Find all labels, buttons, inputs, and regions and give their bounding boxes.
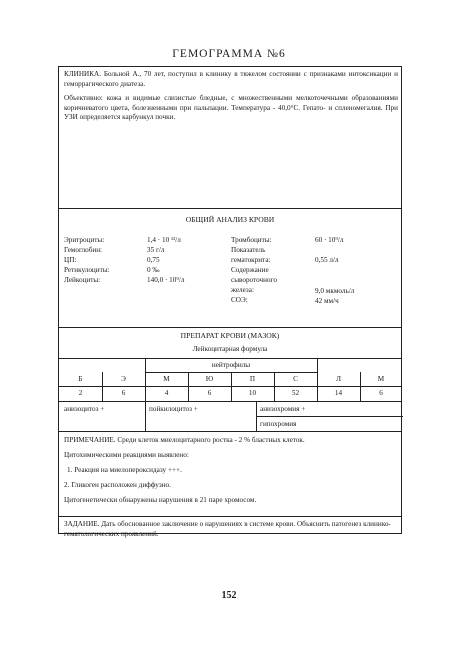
- table-bottom-line: [59, 401, 401, 402]
- reticulocytes-label: Ретикулоциты:: [64, 266, 110, 274]
- value-cell: 6: [207, 389, 212, 397]
- hypochromia-label: гипохромия: [260, 420, 297, 428]
- anisocytosis-label: анизоцитоз +: [64, 405, 105, 413]
- page-number: 152: [221, 590, 237, 601]
- hematocrit-value: 0,55 л/л: [315, 256, 339, 264]
- header-cell: Э: [121, 375, 126, 383]
- value-cell: 52: [291, 389, 300, 397]
- header-cell: Б: [78, 375, 83, 383]
- value-cell: 2: [78, 389, 83, 397]
- value-cell: 6: [379, 389, 383, 397]
- note-line-1: ПРИМЕЧАНИЕ. Среди клеток миелоцитарного ростка - 2 % бластных клеток.: [64, 436, 305, 444]
- divider: [59, 327, 401, 328]
- poikilocytosis-label: пойкилоцитоз +: [149, 405, 198, 413]
- note-line-3: 1. Реакция на миелопероксидазу +++.: [67, 466, 182, 474]
- value-cell: 10: [248, 389, 257, 397]
- esr-label: СОЭ:: [231, 296, 248, 304]
- serum-iron-label-line2: сывороточного: [231, 276, 277, 284]
- reticulocytes-value: 0 ‰: [147, 266, 160, 274]
- esr-value: 42 мм/ч: [315, 297, 339, 305]
- color-index-value: 0,75: [147, 256, 160, 264]
- note-line-4: 2. Гликоген расположен диффузно.: [64, 481, 171, 489]
- page-title: ГЕМОГРАММА №6: [172, 48, 286, 60]
- leukocytes-value: 140,0 · 10⁹/л: [147, 276, 185, 284]
- hemogram-card: [58, 66, 402, 538]
- clinic-paragraph-1: КЛИНИКА. Больной А., 70 лет, поступил в клинику в тяжелом состоянии с признаками интоксикации и геморрагического диатеза.: [64, 70, 398, 88]
- rbc-label: Эритроциты:: [64, 236, 105, 244]
- platelets-value: 60 · 10⁹/л: [315, 236, 344, 244]
- divider: [59, 516, 401, 517]
- note-line-2: Цитохимическими реакциями выявлено:: [64, 451, 189, 459]
- value-cell: 6: [121, 389, 126, 397]
- header-cell: Ю: [205, 375, 214, 383]
- hemoglobin-label: Гемоглобин:: [64, 246, 103, 254]
- header-cell: Л: [336, 375, 341, 383]
- anisochromia-label: анизохромия +: [260, 405, 306, 413]
- color-index-label: ЦП:: [64, 256, 77, 264]
- header-cell: С: [293, 375, 298, 383]
- table-header-line: [59, 386, 401, 387]
- serum-iron-label-line1: Содержание: [231, 266, 269, 274]
- header-cell: М: [377, 375, 385, 383]
- serum-iron-value: 9,0 мкмоль/л: [315, 287, 355, 295]
- table-top-line: [59, 358, 401, 359]
- note-line-5: Цитогенетически обнаружены нарушения в 21 паре хромосом.: [64, 496, 257, 504]
- blood-analysis-title: ОБЩИЙ АНАЛИЗ КРОВИ: [185, 215, 275, 224]
- serum-iron-label-line3: железа:: [231, 286, 254, 294]
- platelets-label: Тромбоциты:: [231, 236, 272, 244]
- value-cell: 4: [164, 389, 169, 397]
- header-cell: П: [249, 375, 256, 383]
- hemoglobin-value: 35 г/л: [147, 246, 165, 254]
- morph-col-line: [145, 401, 146, 431]
- leukocyte-formula-subtitle: Лейкоцитарная формула: [192, 345, 268, 353]
- value-cell: 14: [334, 389, 343, 397]
- header-cell: М: [163, 375, 170, 383]
- task-text: ЗАДАНИЕ. Дать обоснованное заключение о нарушениях в системе крови. Объяснить патогенез клинико-гематологических проявлений.: [64, 520, 391, 538]
- divider: [59, 431, 401, 432]
- neutrophils-header: нейтрофилы: [211, 361, 251, 369]
- clinic-paragraph-2: Объективно: кожа и видимые слизистые бледные, с множественными мелкоточечными образованиями коричневатого цвета, болезненными при пальпации. Температура - 40,0°С. Гепато- и спленомегалия. При УЗИ определяется карбункул почки.: [64, 94, 398, 121]
- divider: [59, 208, 401, 209]
- rbc-value: 1,4 · 10 ¹²/л: [147, 236, 181, 244]
- leukocytes-label: Лейкоциты:: [64, 276, 101, 284]
- smear-title: ПРЕПАРАТ КРОВИ (МАЗОК): [180, 331, 280, 340]
- morph-inner-line: [256, 416, 403, 417]
- hematocrit-label-line1: Показатель: [231, 246, 266, 254]
- hematocrit-label-line2: гематокрита:: [231, 256, 271, 264]
- clinic-section: [64, 70, 398, 128]
